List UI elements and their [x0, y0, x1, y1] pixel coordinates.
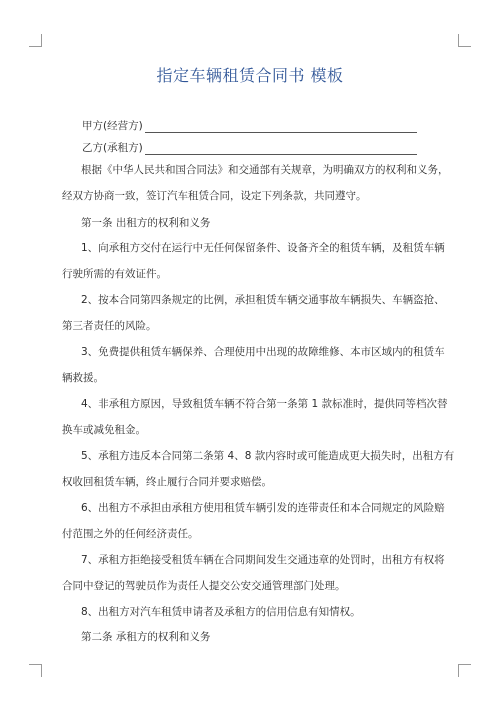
- paragraph-line: 7、承租方拒绝接受租赁车辆在合同期间发生交通违章的处罚时，出租方有权将: [81, 554, 445, 566]
- crop-mark-top-right: [458, 34, 471, 47]
- paragraph-line: 付范围之外的任何经济责任。: [62, 528, 199, 540]
- crop-mark-top-left: [29, 34, 42, 47]
- paragraph-line: 4、非承租方原因，导致租赁车辆不符合第一条第 1 款标准时，提供同等档次替: [81, 398, 448, 410]
- paragraph-line: 行驶所需的有效证件。: [62, 268, 167, 280]
- paragraph-line: 经双方协商一致，签订汽车租赁合同，设定下列条款，共同遵守。: [62, 190, 367, 202]
- paragraph-line: 根据《中华人民共和国合同法》和交通部有关规章，为明确双方的权利和义务，: [81, 164, 449, 176]
- party-b-blank-line: [145, 143, 417, 155]
- party-a-field: [82, 118, 417, 133]
- party-a-label: 甲方(经营方): [82, 120, 143, 132]
- paragraph-line: 6、出租方不承担由承租方使用租赁车辆引发的连带责任和本合同规定的风险赔: [81, 502, 445, 514]
- paragraph-line: 权收回租赁车辆，终止履行合同并要求赔偿。: [62, 476, 272, 488]
- crop-mark-bottom-left: [29, 664, 42, 677]
- article-heading: 第二条 承租方的权利和义务: [81, 631, 211, 643]
- paragraph-line: 5、承租方违反本合同第二条第 4、8 款内容时或可能造成更大损失时，出租方有: [81, 450, 455, 462]
- paragraph-line: 合同中登记的驾驶员作为责任人提交公安交通管理部门处理。: [62, 580, 346, 592]
- party-a-blank-line: [145, 121, 417, 133]
- paragraph-line: 1、向承租方交付在运行中无任何保留条件、设备齐全的租赁车辆，及租赁车辆: [81, 242, 445, 254]
- paragraph-line: 2、按本合同第四条规定的比例，承担租赁车辆交通事故车辆损失、车辆盗抢、: [81, 294, 445, 306]
- article-heading: 第一条 出租方的权利和义务: [81, 217, 211, 229]
- paragraph-line: 第三者责任的风险。: [62, 320, 157, 332]
- paragraph-line: 辆救援。: [62, 372, 104, 384]
- paragraph-line: 3、免费提供租赁车辆保养、合理使用中出现的故障维修、本市区域内的租赁车: [81, 346, 445, 358]
- crop-mark-bottom-right: [458, 664, 471, 677]
- party-b-field: [82, 140, 417, 155]
- paragraph-line: 8、出租方对汽车租赁申请者及承租方的信用信息有知情权。: [81, 606, 361, 618]
- paragraph-line: 换车或减免租金。: [62, 424, 146, 436]
- party-b-label: 乙方(承租方): [82, 142, 143, 154]
- document-title: 指定车辆租赁合同书 模板: [156, 66, 344, 85]
